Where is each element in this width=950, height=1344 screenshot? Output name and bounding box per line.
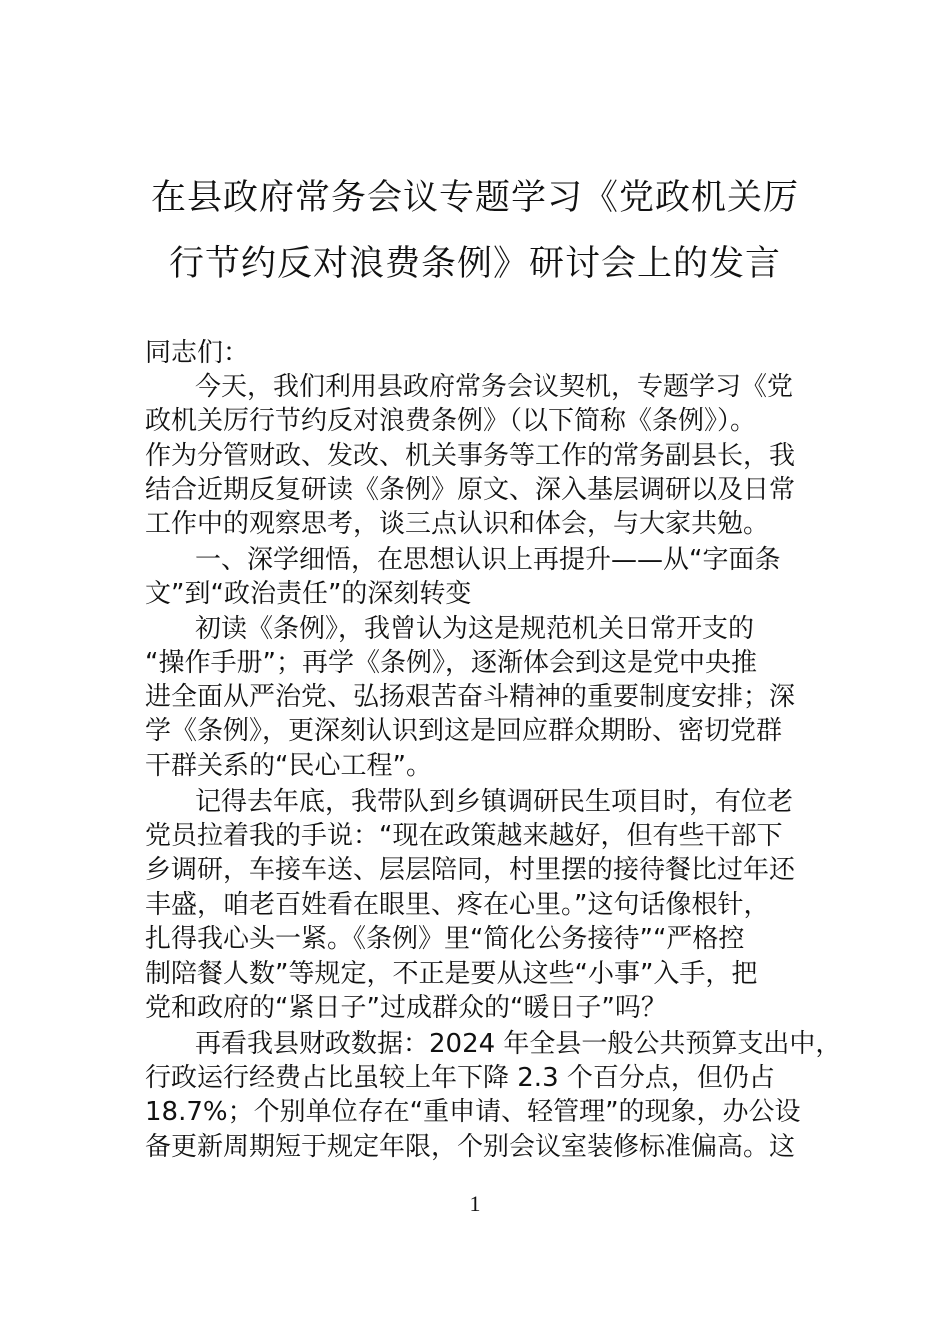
paragraph-line: 干群关系的“民心工程”。 [145,751,432,781]
paragraph-line: 进全面从严治党、弘扬艰苦奋斗精神的重要制度安排；深 [145,682,796,712]
paragraph-line: 18.7%；个别单位存在“重申请、轻管理”的现象，办公设 [145,1097,801,1127]
paragraph-line: 工作中的观察思考，谈三点认识和体会，与大家共勉。 [145,509,770,539]
paragraph-line: 政机关厉行节约反对浪费条例》（以下简称《条例》）。 [145,406,757,436]
section-heading-line: 文”到“政治责任”的深刻转变 [145,579,472,609]
paragraph-line: 记得去年底，我带队到乡镇调研民生项目时，有位老 [195,787,794,817]
paragraph-line: 初读《条例》，我曾认为这是规范机关日常开支的 [195,614,755,644]
paragraph-line: 党员拉着我的手说：“现在政策越来越好，但有些干部下 [145,821,783,851]
paragraph-line: “操作手册”；再学《条例》，逐渐体会到这是党中央推 [145,648,757,678]
section-heading-line: 一、深学细悟，在思想认识上再提升——从“字面条 [195,545,781,575]
page-number: 1 [469,1191,481,1216]
paragraph-line: 扎得我心头一紧。《条例》里“简化公务接待”“严格控 [145,924,745,954]
paragraph-line: 学《条例》，更深刻认识到这是回应群众期盼、密切党群 [145,716,783,746]
paragraph-line: 备更新周期短于规定年限，个别会议室装修标准偏高。这 [145,1132,796,1162]
document-title-line-2: 行节约反对浪费条例》研讨会上的发言 [168,244,781,284]
salutation: 同志们： [145,338,250,368]
paragraph-line: 制陪餐人数”等规定，不正是要从这些“小事”入手，把 [145,959,758,989]
paragraph-line: 丰盛，咱老百姓看在眼里、疼在心里。”这句话像根针， [145,890,770,920]
paragraph-line: 作为分管财政、发改、机关事务等工作的常务副县长，我 [145,441,796,471]
paragraph-line: 党和政府的“紧日子”过成群众的“暖日子”吗？ [145,993,667,1023]
paragraph-line: 今天，我们利用县政府常务会议契机，专题学习《党 [195,372,794,402]
paragraph-line: 乡调研，车接车送、层层陪同，村里摆的接待餐比过年还 [145,855,796,885]
document-title-line-1: 在县政府常务会议专题学习《党政机关厉 [150,178,799,218]
paragraph-line: 再看我县财政数据：2024 年全县一般公共预算支出中， [195,1029,842,1059]
paragraph-line: 结合近期反复研读《条例》原文、深入基层调研以及日常 [145,475,796,505]
paragraph-line: 行政运行经费占比虽较上年下降 2.3 个百分点，但仍占 [145,1063,775,1093]
